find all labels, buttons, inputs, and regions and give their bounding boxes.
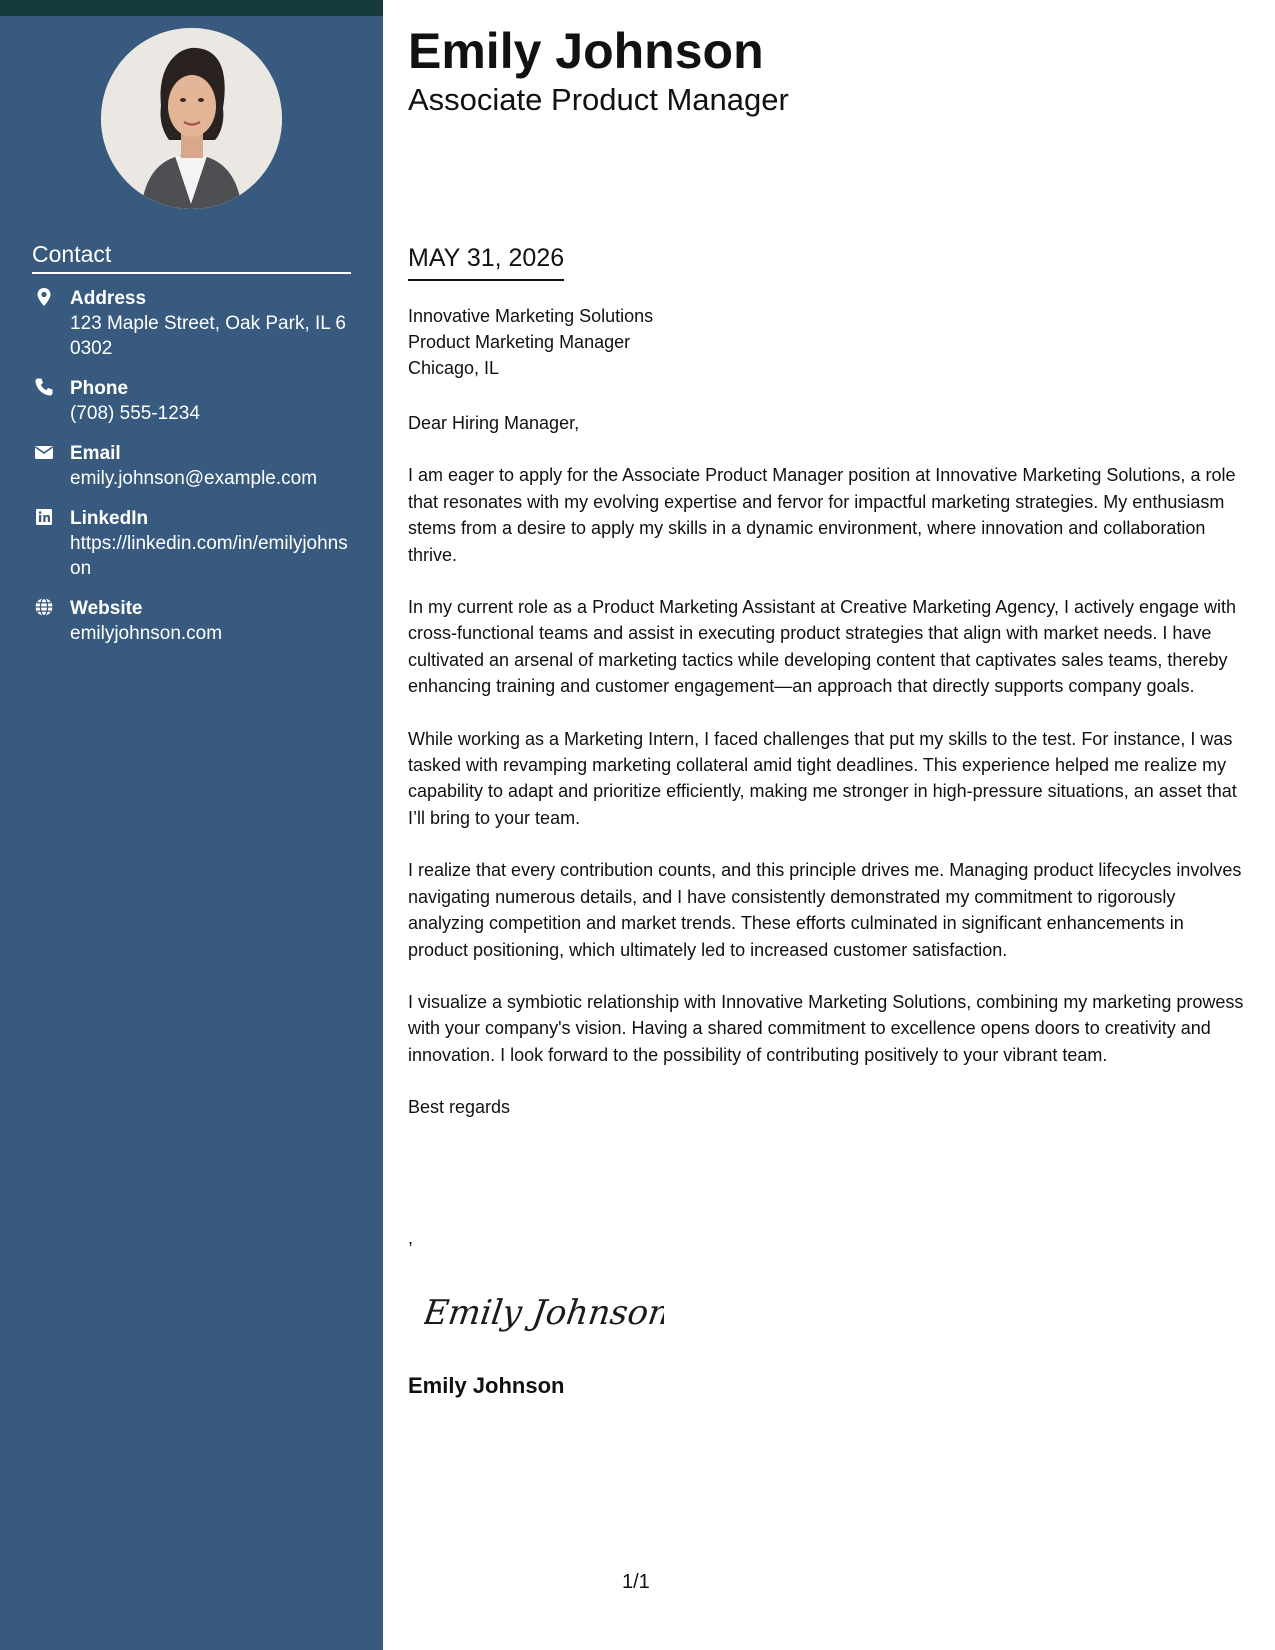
address-value: 123 Maple Street, Oak Park, IL 60302 — [70, 313, 346, 359]
envelope-icon — [34, 442, 54, 462]
closing: Best regards — [408, 1097, 511, 1118]
sidebar-top-accent — [0, 0, 383, 16]
profile-photo — [101, 28, 282, 209]
closing-comma: , — [408, 1228, 414, 1248]
handwritten-signature — [424, 1282, 664, 1342]
address-label: Address — [70, 288, 147, 309]
sidebar — [0, 16, 383, 1650]
linkedin-value[interactable]: https://linkedin.com/in/emilyjohnson — [70, 533, 348, 579]
contact-heading: Contact — [32, 241, 351, 274]
contact-phone — [32, 376, 352, 426]
phone-label: Phone — [70, 378, 129, 399]
letter-paragraph: I am eager to apply for the Associate Product Manager position at Innovative Marketing Solutions, a role that resonates with my evolving expertise and fervor for impactful marketing strategies. My enthusiasm stems from a desire to apply my skills in a dynamic environment, where innovation and collaboration thrive. — [408, 465, 1236, 565]
letter-paragraph: I visualize a symbiotic relationship with Innovative Marketing Solutions, combining my marketing prowess with your company's vision. Having a shared commitment to excellence opens doors to creativity and innovation. I look forward to the possibility of contributing positively to your vibrant team. — [408, 991, 1244, 1065]
signed-name: Emily Johnson — [408, 1373, 565, 1398]
contact-email — [32, 441, 352, 491]
website-value[interactable]: emilyjohnson.com — [70, 623, 223, 644]
recipient-location: Chicago, IL — [408, 358, 500, 378]
recipient-block — [408, 303, 653, 381]
recipient-position: Product Marketing Manager — [408, 332, 631, 352]
map-pin-icon — [34, 287, 54, 307]
linkedin-icon — [34, 507, 54, 527]
page-number: 1/1 — [622, 1571, 650, 1593]
website-label: Website — [70, 598, 143, 619]
salutation: Dear Hiring Manager, — [408, 413, 580, 433]
email-value[interactable]: emily.johnson@example.com — [70, 468, 318, 489]
letter-content — [408, 410, 1248, 1147]
letter-paragraph: While working as a Marketing Intern, I faced challenges that put my skills to the test. For instance, I was tasked with revamping marketing collateral amid tight deadlines. This experience helped me realize my capability to adapt and prioritize efficiently, making me stronger in high-pressure situations, an asset that I’ll bring to your team. — [408, 728, 1237, 828]
phone-value: (708) 555-1234 — [70, 403, 200, 424]
phone-icon — [34, 377, 54, 397]
contact-website — [32, 596, 352, 646]
globe-icon — [34, 597, 54, 617]
contact-linkedin — [32, 506, 352, 581]
applicant-title: Associate Product Manager — [408, 82, 789, 117]
contact-list — [32, 286, 352, 661]
letter-paragraph: In my current role as a Product Marketing Assistant at Creative Marketing Agency, I actively engage with cross-functional teams and assist in executing product strategies that align with market needs. I have cultivated an arsenal of marketing tactics while developing content that captivates sales teams, thereby enhancing training and customer engagement—an approach that directly supports company goals. — [408, 597, 1237, 697]
letter-paragraph: I realize that every contribution counts, and this principle drives me. Managing product lifecycles involves navigating numerous details, and I have consistently demonstrated my commitment to rigorously analyzing competition and market trends. These efforts culminated in significant enhancements in product positioning, which ultimately led to increased customer satisfaction. — [408, 860, 1242, 960]
linkedin-label: LinkedIn — [70, 508, 149, 529]
applicant-name: Emily Johnson — [408, 23, 764, 79]
letter-date: MAY 31, 2026 — [408, 244, 564, 281]
contact-address — [32, 286, 352, 361]
signature-text: Emily Johnson — [424, 1293, 664, 1333]
recipient-company: Innovative Marketing Solutions — [408, 306, 654, 326]
email-label: Email — [70, 443, 121, 464]
